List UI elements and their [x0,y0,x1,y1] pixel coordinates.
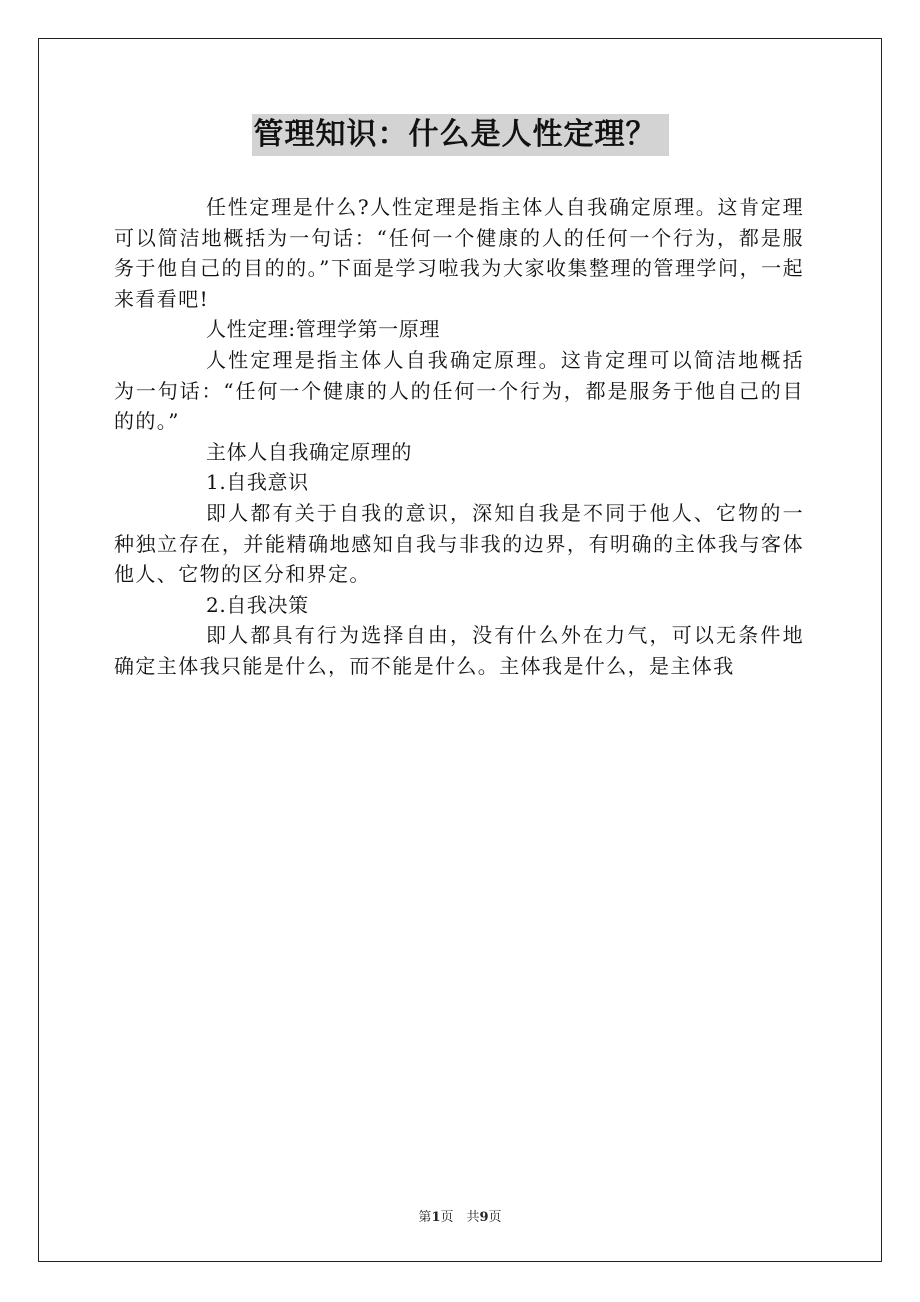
intro-paragraph: 任性定理是什么?人性定理是指主体人自我确定原理。这肯定理可以简洁地概括为一句话：“任何一个健康的人的任何一个行为，都是服务于他自己的目的的。”下面是学习啦我为大家收集整理的管理学问，一起来看看吧! [114,195,804,311]
item-heading-self-decision: 2.自我决策 [206,592,309,617]
section-heading: 人性定理:管理学第一原理 [206,317,440,342]
self-decision-paragraph: 即人都具有行为选择自由，没有什么外在力气，可以无条件地确定主体我只能是什么，而不能是什么。主体我是什么，是主体我 [114,623,804,678]
page-suffix: 页 [488,1210,502,1225]
item-heading-self-awareness: 1.自我意识 [206,470,309,495]
page-prefix: 第 [418,1210,432,1225]
definition-paragraph: 人性定理是指主体人自我确定原理。这肯定理可以简洁地概括为一句话：“任何一个健康的人的任何一个行为，都是服务于他自己的目的的。” [114,347,804,434]
page-total: 9 [479,1210,489,1225]
page-footer [0,1206,920,1225]
page-mid: 页 共 [440,1210,480,1225]
title-container [0,114,920,156]
document-body [114,192,804,682]
page-current: 1 [431,1210,441,1225]
self-awareness-paragraph: 即人都有关于自我的意识，深知自我是不同于他人、它物的一种独立存在，并能精确地感知自我与非我的边界，有明确的主体我与客体他人、它物的区分和界定。 [114,500,804,587]
document-title: 管理知识：什么是人性定理？ [252,114,669,156]
subsection-heading: 主体人自我确定原理的 [206,439,412,464]
